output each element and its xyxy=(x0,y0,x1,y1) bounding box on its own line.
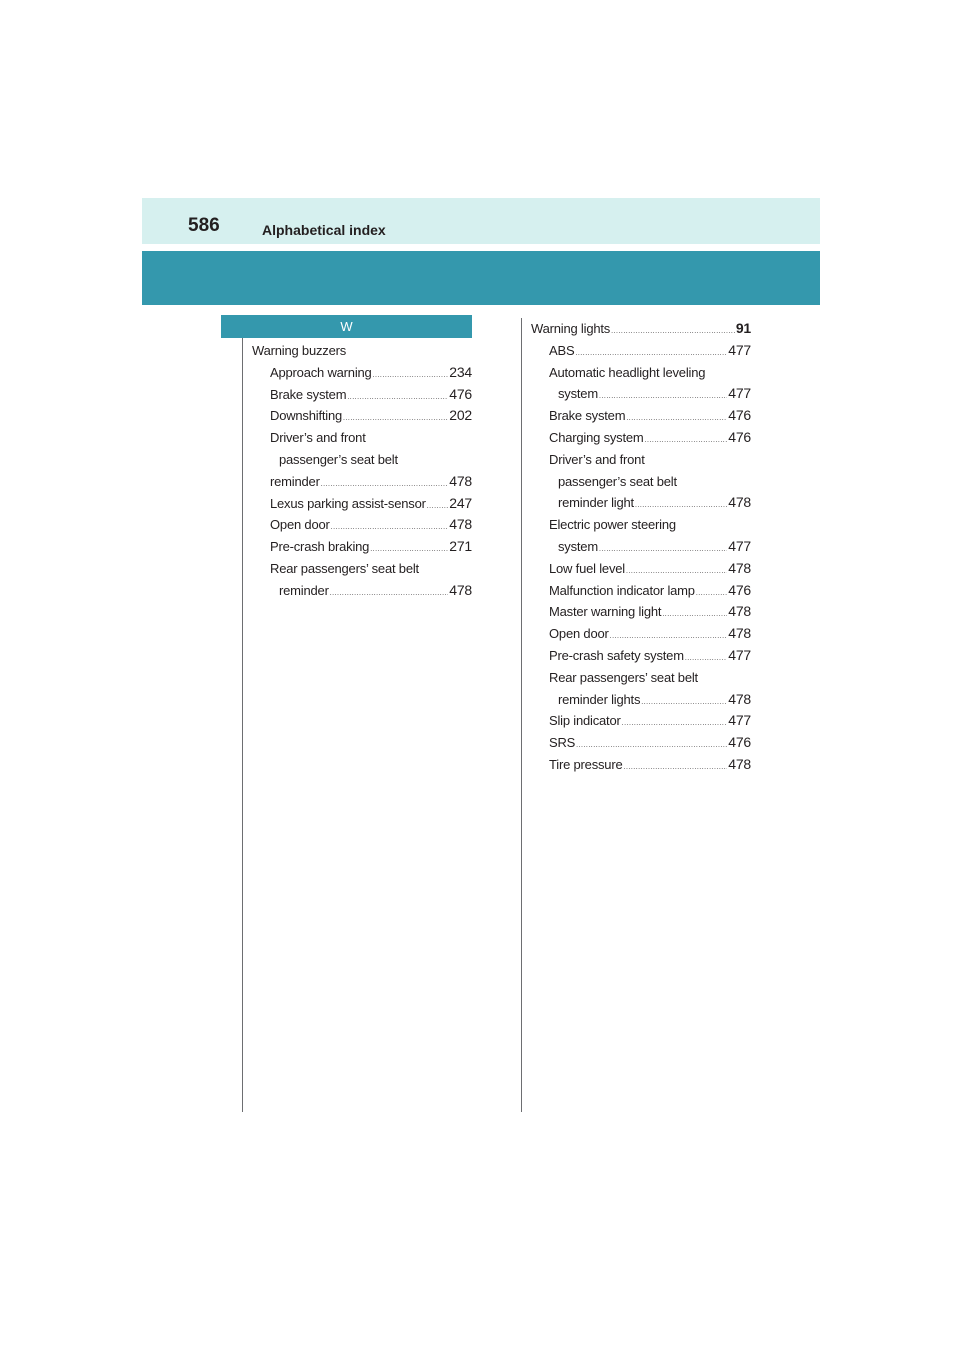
index-entry-page[interactable]: 478 xyxy=(449,472,472,489)
index-entry-page[interactable]: 478 xyxy=(728,625,751,642)
index-column-left xyxy=(252,340,472,602)
index-entry-text: Rear passengers’ seat belt xyxy=(270,560,419,576)
index-entry-text: Brake system xyxy=(549,408,626,424)
index-entry-page[interactable]: 478 xyxy=(728,755,751,772)
header-band xyxy=(142,198,820,244)
index-entry xyxy=(252,536,472,558)
index-entry xyxy=(531,754,751,776)
index-entry-page[interactable]: 478 xyxy=(728,494,751,511)
index-entry-text: reminder lights xyxy=(558,691,641,707)
index-entry-text: passenger’s seat belt xyxy=(558,473,677,489)
dot-leader xyxy=(373,365,449,387)
index-entry-text: passenger’s seat belt xyxy=(279,451,398,467)
index-entry xyxy=(252,493,472,515)
index-entry-text: Pre-crash safety system xyxy=(549,647,684,663)
index-entry xyxy=(531,427,751,449)
index-entry-text: Open door xyxy=(270,517,330,533)
index-entry xyxy=(531,471,751,493)
index-entry xyxy=(252,558,472,580)
index-entry-text: Driver’s and front xyxy=(270,430,366,446)
header-accent-band xyxy=(142,251,820,305)
index-entry-page[interactable]: 476 xyxy=(728,734,751,751)
index-entry-text: reminder xyxy=(279,582,329,598)
index-column-right xyxy=(531,318,751,776)
index-entry-text: Driver’s and front xyxy=(549,451,645,467)
dot-leader xyxy=(622,713,728,735)
index-entry-page[interactable]: 247 xyxy=(449,494,472,511)
dot-leader xyxy=(624,757,728,779)
index-entry-page[interactable]: 476 xyxy=(728,581,751,598)
index-entry-text: Electric power steering xyxy=(549,517,676,533)
index-entry xyxy=(531,318,751,340)
index-entry-text: Approach warning xyxy=(270,364,372,380)
index-entry-text: Open door xyxy=(549,626,609,642)
index-entry-page[interactable]: 476 xyxy=(449,385,472,402)
index-entry xyxy=(531,514,751,536)
index-entry-text: Master warning light xyxy=(549,604,662,620)
index-entry-text: Rear passengers’ seat belt xyxy=(549,669,698,685)
index-entry xyxy=(531,667,751,689)
index-entry-text: Downshifting xyxy=(270,408,343,424)
index-entry-page[interactable]: 477 xyxy=(728,712,751,729)
index-entry-page[interactable]: 271 xyxy=(449,538,472,555)
index-entry xyxy=(531,601,751,623)
dot-leader xyxy=(330,583,449,605)
index-entry-page[interactable]: 478 xyxy=(728,603,751,620)
index-entry-page[interactable]: 476 xyxy=(728,407,751,424)
index-entry xyxy=(252,384,472,406)
index-entry xyxy=(531,645,751,667)
index-entry-page[interactable]: 91 xyxy=(735,320,751,336)
column-divider-right xyxy=(521,318,522,1112)
index-entry-page[interactable]: 477 xyxy=(728,341,751,358)
index-entry-text: Pre-crash braking xyxy=(270,539,370,555)
index-entry xyxy=(531,623,751,645)
index-entry xyxy=(531,580,751,602)
index-entry-text: Warning buzzers xyxy=(252,343,347,358)
index-entry xyxy=(252,471,472,493)
dot-leader xyxy=(641,692,727,714)
index-entry-page[interactable]: 478 xyxy=(449,581,472,598)
index-entry-page[interactable]: 477 xyxy=(728,537,751,554)
index-entry xyxy=(252,340,472,362)
dot-leader xyxy=(427,496,449,518)
index-entry xyxy=(531,340,751,362)
index-entry xyxy=(531,558,751,580)
index-entry-page[interactable]: 476 xyxy=(728,428,751,445)
index-entry xyxy=(252,427,472,449)
index-entry xyxy=(531,710,751,732)
section-title: Alphabetical index xyxy=(262,222,386,238)
dot-leader xyxy=(611,321,735,343)
index-entry xyxy=(531,383,751,405)
index-entry xyxy=(531,689,751,711)
index-entry xyxy=(252,405,472,427)
index-entry-page[interactable]: 477 xyxy=(728,385,751,402)
index-entry xyxy=(252,514,472,536)
index-entry xyxy=(531,492,751,514)
dot-leader xyxy=(696,583,727,605)
dot-leader xyxy=(662,604,727,626)
index-entry-text: Brake system xyxy=(270,386,347,402)
index-entry-text: Tire pressure xyxy=(549,756,623,772)
index-entry xyxy=(531,362,751,384)
index-entry xyxy=(252,449,472,471)
index-entry-text: reminder light xyxy=(558,495,634,511)
index-entry xyxy=(252,362,472,384)
index-entry-text: Charging system xyxy=(549,429,644,445)
index-entry-text: Slip indicator xyxy=(549,713,621,729)
index-entry xyxy=(252,580,472,602)
dot-leader xyxy=(645,430,728,452)
index-entry-text: system xyxy=(558,386,598,402)
page-number: 586 xyxy=(188,215,220,236)
dot-leader xyxy=(347,387,448,409)
index-entry xyxy=(531,449,751,471)
index-entry-text: reminder xyxy=(270,473,320,489)
index-entry xyxy=(531,732,751,754)
column-divider-left xyxy=(242,338,243,1112)
index-letter-heading: W xyxy=(221,315,472,338)
index-entry-page[interactable]: 478 xyxy=(449,516,472,533)
index-entry-page[interactable]: 477 xyxy=(728,646,751,663)
index-entry-text: Lexus parking assist-sensor xyxy=(270,495,426,511)
index-entry-text: ABS xyxy=(549,342,575,358)
index-entry-page[interactable]: 478 xyxy=(728,690,751,707)
index-entry-page[interactable]: 234 xyxy=(449,363,472,380)
index-entry-text: Low fuel level xyxy=(549,560,625,576)
index-entry xyxy=(531,405,751,427)
index-entry-text: Malfunction indicator lamp xyxy=(549,582,695,598)
index-entry-page[interactable]: 202 xyxy=(449,407,472,424)
index-entry-text: SRS xyxy=(549,735,576,751)
index-entry xyxy=(531,536,751,558)
index-entry-text: Warning lights xyxy=(531,321,611,336)
index-entry-text: system xyxy=(558,538,598,554)
index-entry-page[interactable]: 478 xyxy=(728,559,751,576)
index-entry-text: Automatic headlight leveling xyxy=(549,364,706,380)
